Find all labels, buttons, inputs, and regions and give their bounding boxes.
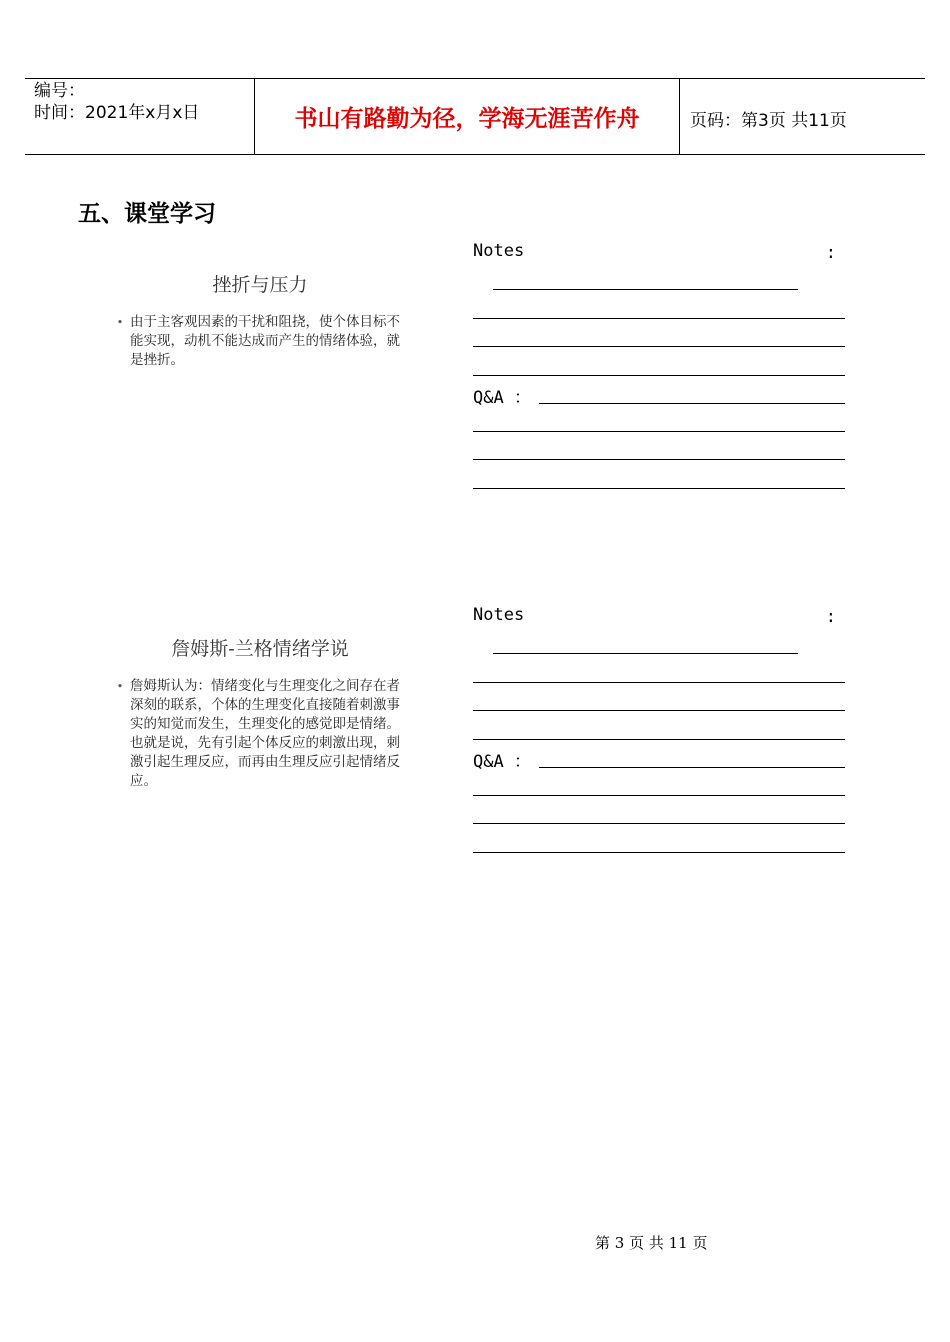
qa-label: Q&A ： <box>473 752 531 772</box>
bullet-icon: • <box>116 316 124 329</box>
header-divider-right <box>679 78 680 155</box>
notes-colon: : <box>825 243 836 263</box>
qa-line[interactable] <box>473 823 845 824</box>
header-meta <box>34 80 199 124</box>
qa-line[interactable] <box>473 852 845 853</box>
notes-label: Notes <box>473 241 525 261</box>
notes-label: Notes <box>473 605 525 625</box>
qa-label: Q&A ： <box>473 388 531 408</box>
number-label: 编号： <box>34 81 85 101</box>
slide-2 <box>110 634 410 791</box>
slide-bullet <box>110 313 410 370</box>
qa-line[interactable] <box>539 403 845 404</box>
section-title: 五、课堂学习 <box>78 201 216 227</box>
notes-line[interactable] <box>493 653 798 654</box>
slide-bullet <box>110 677 410 791</box>
bullet-icon: • <box>116 680 124 693</box>
header-page-info: 页码：第3页 共11页 <box>690 111 847 131</box>
notes-line[interactable] <box>473 710 845 711</box>
date-label: 时间：2021年x月x日 <box>34 103 200 123</box>
slide-title: 詹姆斯-兰格情绪学说 <box>171 638 349 660</box>
slide-bullet-text: 詹姆斯认为：情绪变化与生理变化之间存在者深刻的联系，个体的生理变化直接随着刺激事实的知觉而发生，生理变化的感觉即是情绪。也就是说，先有引起个体反应的刺激出现，刺激引起生理反应，而再由生理反应引起情绪反应。 <box>130 678 400 789</box>
qa-line[interactable] <box>473 488 845 489</box>
qa-line[interactable] <box>473 431 845 432</box>
notes-line[interactable] <box>473 682 845 683</box>
page-footer: 第 3 页 共 11 页 <box>595 1234 708 1252</box>
notes-line[interactable] <box>473 739 845 740</box>
qa-line[interactable] <box>539 767 845 768</box>
qa-line[interactable] <box>473 795 845 796</box>
slide-bullet-text: 由于主客观因素的干扰和阻挠，使个体目标不能实现，动机不能达成而产生的情绪体验，就是挫折。 <box>130 314 400 368</box>
notes-line[interactable] <box>473 375 845 376</box>
slide-1 <box>110 270 410 370</box>
header-motto: 书山有路勤为径，学海无涯苦作舟 <box>294 105 640 132</box>
qa-line[interactable] <box>473 459 845 460</box>
notes-line[interactable] <box>473 346 845 347</box>
slide-title: 挫折与压力 <box>212 274 308 296</box>
notes-line[interactable] <box>473 318 845 319</box>
notes-line[interactable] <box>493 289 798 290</box>
notes-colon: : <box>825 607 836 627</box>
